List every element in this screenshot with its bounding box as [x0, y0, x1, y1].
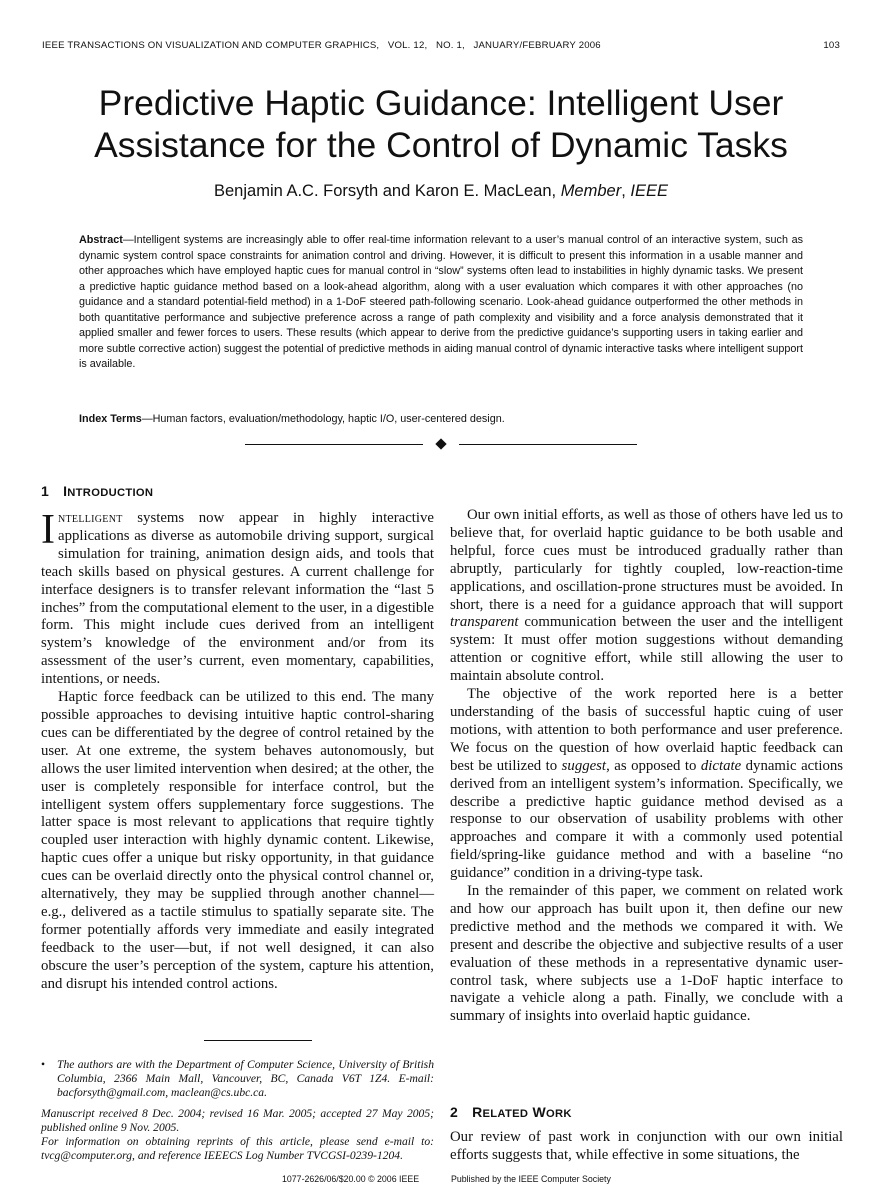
section-1-title-rest: NTRODUCTION — [67, 487, 154, 499]
intro-paragraph-4 — [450, 686, 843, 883]
section-2 — [450, 1103, 843, 1165]
footnote-affiliation — [41, 1058, 434, 1101]
paper-title: Predictive Haptic Guidance: Intelligent User Assistance for the Control of Dynamic Tasks — [94, 83, 788, 165]
diamond-icon — [435, 438, 446, 449]
intro-paragraph-4-b: , as opposed to — [606, 757, 701, 774]
author-membership-sep: , — [621, 182, 626, 200]
index-terms — [79, 412, 803, 427]
section-divider — [245, 437, 637, 451]
drop-cap: I — [41, 507, 55, 553]
left-column — [41, 482, 434, 993]
intro-paragraph-5: In the remainder of this paper, we comment on related work and how our approach has built upon it, then define our new predictive method and the methods we compared it with. We present and describe the objective and subjective results of a user evaluation of these methods in a representative dynamic user-control task, where subjects use a 1-DoF haptic interface to navigate a vehicle along a path. Finally, we conclude with a summary of insights into overlaid haptic guidance. — [450, 883, 843, 1025]
section-2-heading — [450, 1103, 843, 1123]
running-header — [42, 40, 840, 51]
intro-paragraph-3-b: communication between the user and the intelligent system: It must offer motion suggestions without demanding attention or cognitive effort, while still allowing the user to maintain absolute control. — [450, 614, 843, 685]
author-membership: Member — [560, 182, 622, 200]
footnote-affiliation-text: The authors are with the Department of Computer Science, University of British Columbia, 2366 Main Mall, Vancouver, BC, Canada V6T 1Z4. E-mail: bacforsyth@gmail.com, maclean@cs.ubc.ca. — [57, 1058, 434, 1100]
right-column — [450, 507, 843, 1026]
page-number: 103 — [823, 40, 840, 51]
authors — [40, 182, 842, 201]
section-2-title-initial-2: W — [532, 1104, 546, 1120]
intro-paragraph-2: Haptic force feedback can be utilized to this end. The many possible approaches to devising intuitive haptic control-sharing cues can be differentiated by the degree of control retained by the user. At one extreme, the system behaves autonomously, but allows the user limited intervention when desired; at the other, the user is completely responsible for interface control, but the intelligent system offers supplementary force suggestions. The latter space is most relevant to applications that require tightly coupled user interaction with highly dynamic content. Likewise, haptic cues offer a unique but risky opportunity, in that guidance cues can be overlaid directly onto the physical control channel or, alternatively, they may be supplied through another channel—e.g., delivered as a tactile stimulus to spatially separate site. The former potentially affords very immediate and easily integrated feedback to the user—but, if not well designed, it can also obscure the user’s perception of the system, capture his attention, and disrupt his intended control actions. — [41, 689, 434, 992]
abstract-text: —Intelligent systems are increasingly able to offer real-time information relevant to a user’s manual control of an interactive system, such as dynamic system control space constraints for animation control and driving. However, it is difficult to present this information in a usable manner and other approaches which have employed haptic cues for manual control in “slow” systems often lead to instabilities in highly dynamic tasks. We present a predictive haptic guidance method based on a look-ahead algorithm, along with a user evaluation which compares it with other approaches (no guidance and a standard potential-field method) in a 1-DoF steered path-following scenario. Look-ahead guidance outperformed the other methods in both quantitative performance and subjective preference across a range of path complexity and visibility and a force analysis demonstrated that it applied smaller and fewer forces to users. These results (which appear to derive from the predictive guidance’s supporting users in taking earlier and more subtle corrective action) suggest the potential of predictive methods in aiding manual control of dynamic interactive tasks where intelligent support is available. — [79, 234, 803, 371]
intro-paragraph-3-a: Our own initial efforts, as well as those of others have led us to believe that, for overlaid haptic guidance to be both usable and helpful, force cues must be introduced gradually rather than abruptly, particularly for tightly coupled, low-reaction-time applications, and oscillation-prone structures must be avoided. In short, there is a need for a guidance approach that will support — [450, 507, 843, 613]
divider-line-right — [459, 444, 637, 445]
intro-paragraph-1-text: systems now appear in highly interactive applications as diverse as automobile driving support, surgical simulation for training, animation design aids, and tools that teach skills based on physical gestures. A current challenge for interface designers is to transfer relevant information the “last 5 inches” from the computational element to the user, in a digestible form. This might include cues derived from an intelligent system’s knowledge of the environment and/or from its assessment of the user’s current, even momentary, capabilities, intentions, or needs. — [41, 510, 434, 688]
intro-paragraph-3 — [450, 507, 843, 686]
intro-smallcaps-word: ntelligent — [58, 510, 123, 526]
intro-paragraph-4-c: dynamic actions derived from an intelligent system’s information. Specifically, we describe a predictive haptic guidance method devised as a response to our observation of usability problems with other approaches and compare it with a commonly used potential field/spring-like guidance method and with a baseline “no guidance” condition in a driving-type task. — [450, 757, 844, 882]
footnote-reprints: For information on obtaining reprints of this article, please send e-mail to: tvcg@computer.org, and reference IEEECS Log Number TVCGSI-0239-1204. — [41, 1135, 434, 1163]
journal-info: IEEE TRANSACTIONS ON VISUALIZATION AND COMPUTER GRAPHICS, VOL. 12, NO. 1, JANUARY/FEBRUARY 2006 — [42, 40, 601, 51]
intro-paragraph-4-italic-2: dictate — [700, 757, 742, 774]
section-1-heading — [41, 482, 434, 502]
section-1-number: 1 — [41, 483, 50, 499]
section-2-number: 2 — [450, 1104, 459, 1120]
section-1-title-initial: I — [63, 483, 68, 499]
index-terms-label: Index Terms — [79, 413, 142, 425]
author-organization: IEEE — [630, 182, 668, 200]
footnotes — [41, 1058, 434, 1163]
intro-paragraph-1 — [41, 507, 434, 689]
bullet-icon: • — [41, 1058, 46, 1071]
divider-line-left — [245, 444, 423, 445]
section-2-title-initial-1: R — [472, 1104, 483, 1120]
index-terms-text: —Human factors, evaluation/methodology, haptic I/O, user-centered design. — [141, 413, 505, 425]
section-2-title-rest-2: ORK — [545, 1108, 572, 1120]
copyright-footer: 1077-2626/06/$20.00 © 2006 IEEE — [282, 1174, 420, 1184]
intro-paragraph-4-italic-1: suggest — [561, 757, 607, 774]
intro-paragraph-3-italic: transparent — [450, 614, 519, 631]
section-2-title-rest-1: ELATED — [482, 1108, 529, 1120]
intro-paragraph-4-a: The objective of the work reported here is a better understanding of the basis of successful haptic cuing of user motions, with attention to both performance and user preference. We focus on the question of how overlaid haptic feedback can best be utilized to — [450, 686, 843, 774]
abstract-label: Abstract — [79, 234, 123, 246]
abstract — [79, 233, 803, 373]
footnote-rule — [204, 1040, 312, 1041]
related-work-paragraph-1: Our review of past work in conjunction with our own initial efforts suggests that, while effective in some situations, the — [450, 1129, 843, 1163]
author-names: Benjamin A.C. Forsyth and Karon E. MacLean, — [214, 182, 557, 200]
footnote-manuscript: Manuscript received 8 Dec. 2004; revised 16 Mar. 2005; accepted 27 May 2005; published online 9 Nov. 2005. — [41, 1106, 434, 1134]
publisher-footer: Published by the IEEE Computer Society — [451, 1174, 611, 1184]
